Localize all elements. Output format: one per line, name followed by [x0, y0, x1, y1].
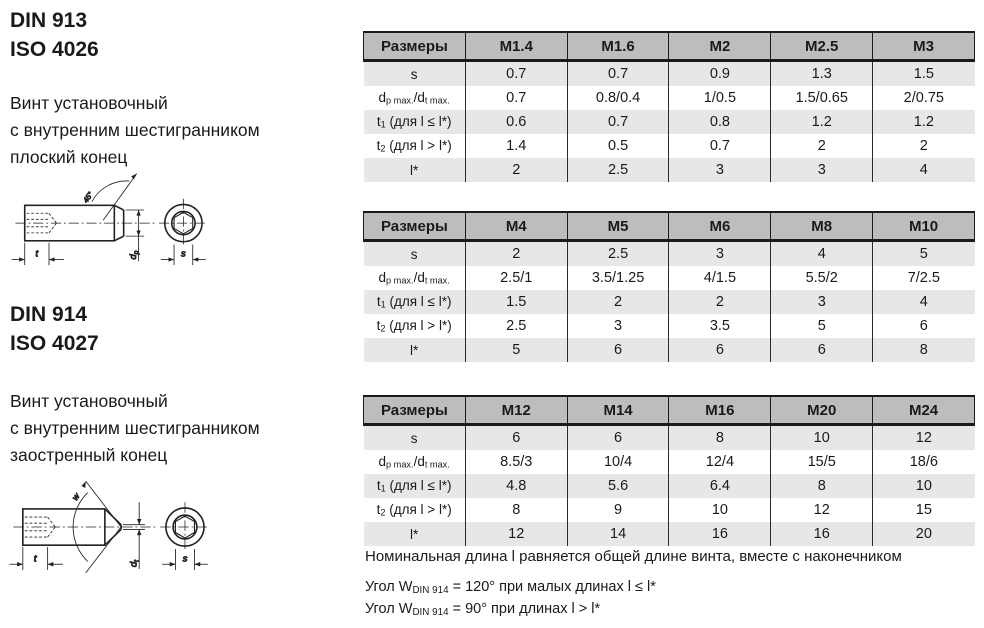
dimension-value: 12 — [771, 498, 873, 522]
dimension-value: 2.5 — [567, 241, 669, 267]
dimension-value: 0.9 — [669, 61, 771, 87]
table-row — [364, 474, 975, 498]
size-column-header: M24 — [873, 396, 975, 425]
row-label: s — [364, 61, 466, 87]
dimension-value: 0.8 — [669, 110, 771, 134]
size-column-header: M2.5 — [771, 32, 873, 61]
table-header-row — [364, 396, 975, 425]
iso-number: ISO 4026 — [10, 38, 99, 61]
dimension-value: 8 — [873, 338, 975, 362]
row-label: s — [364, 425, 466, 451]
dimension-value: 8 — [771, 474, 873, 498]
dimension-value: 0.6 — [465, 110, 567, 134]
size-column-header: M3 — [873, 32, 975, 61]
description-line: Винт установочный — [10, 391, 168, 411]
dimension-value: 12/4 — [669, 450, 771, 474]
note-angle-90: Угол WDIN 914 = 90° при длинах l > l* — [365, 601, 601, 618]
size-column-header: M5 — [567, 212, 669, 241]
table-row — [364, 498, 975, 522]
size-column-header: M1.4 — [465, 32, 567, 61]
chamfer-angle-label: 45° — [81, 190, 95, 205]
row-label: s — [364, 241, 466, 267]
dimension-value: 6 — [669, 338, 771, 362]
dimension-value: 9 — [567, 498, 669, 522]
row-label: t1 (для l ≤ l*) — [364, 290, 466, 314]
dimension-value: 15/5 — [771, 450, 873, 474]
din914-technical-drawing — [6, 466, 218, 590]
size-column-header: M2 — [669, 32, 771, 61]
dimension-value: 1.3 — [771, 61, 873, 87]
sizes-header-cell: Размеры — [364, 396, 466, 425]
table-row — [364, 61, 975, 87]
sizes-header-cell: Размеры — [364, 212, 466, 241]
dimension-value: 5 — [873, 241, 975, 267]
dimension-value: 1.5/0.65 — [771, 86, 873, 110]
dimension-value: 8.5/3 — [465, 450, 567, 474]
row-label: t2 (для l > l*) — [364, 314, 466, 338]
table-header-row — [364, 212, 975, 241]
dimension-value: 6.4 — [669, 474, 771, 498]
dimension-value: 0.7 — [465, 61, 567, 87]
row-label: t1 (для l ≤ l*) — [364, 474, 466, 498]
row-label: dp max./dt max. — [364, 450, 466, 474]
table-row — [364, 266, 975, 290]
row-label: dp max./dt max. — [364, 266, 466, 290]
dimension-value: 2 — [771, 134, 873, 158]
description-line: с внутренним шестигранником — [10, 418, 260, 438]
size-column-header: M4 — [465, 212, 567, 241]
description-line: Винт установочный — [10, 93, 168, 113]
row-label: l* — [364, 158, 466, 182]
size-column-header: M1.6 — [567, 32, 669, 61]
description-din914 — [10, 388, 260, 469]
dimension-value: 14 — [567, 522, 669, 546]
dimension-value: 3 — [771, 158, 873, 182]
dimension-value: 1.5 — [465, 290, 567, 314]
dimension-value: 12 — [873, 425, 975, 451]
dimensions-table-m4-m10 — [363, 211, 975, 362]
dimension-value: 0.5 — [567, 134, 669, 158]
dimension-value: 2 — [567, 290, 669, 314]
dimension-value: 8 — [465, 498, 567, 522]
note-nominal-length: Номинальная длина l равняется общей длине винта, вместе с наконечником — [365, 548, 902, 565]
size-column-header: M10 — [873, 212, 975, 241]
table-row — [364, 158, 975, 182]
dimension-value: 3 — [669, 158, 771, 182]
table-row — [364, 450, 975, 474]
size-column-header: M14 — [567, 396, 669, 425]
dimension-value: 5.6 — [567, 474, 669, 498]
row-label: l* — [364, 338, 466, 362]
dimension-value: 2 — [465, 241, 567, 267]
dimension-value: 6 — [873, 314, 975, 338]
row-label: t1 (для l ≤ l*) — [364, 110, 466, 134]
dimension-value: 8 — [669, 425, 771, 451]
dimension-value: 3.5 — [669, 314, 771, 338]
din913-technical-drawing — [6, 168, 218, 280]
dimension-value: 16 — [669, 522, 771, 546]
size-column-header: M20 — [771, 396, 873, 425]
dimension-value: 1.4 — [465, 134, 567, 158]
dimension-value: 3 — [567, 314, 669, 338]
dimension-value: 5 — [771, 314, 873, 338]
table-row — [364, 110, 975, 134]
cone-tip-diameter-label: $d_t$ — [128, 559, 141, 568]
dimension-value: 2.5 — [567, 158, 669, 182]
table-row — [364, 86, 975, 110]
table-row — [364, 241, 975, 267]
description-line: с внутренним шестигранником — [10, 120, 260, 140]
dimension-value: 10 — [669, 498, 771, 522]
flat-point-diameter-label: $d_p$ — [127, 250, 140, 260]
table-row — [364, 338, 975, 362]
dimension-value: 2 — [669, 290, 771, 314]
description-din913 — [10, 90, 260, 171]
dimension-value: 20 — [873, 522, 975, 546]
dimension-value: 2/0.75 — [873, 86, 975, 110]
dimension-value: 5 — [465, 338, 567, 362]
dimension-value: 5.5/2 — [771, 266, 873, 290]
standard-title-din913 — [10, 6, 99, 64]
dimension-value: 6 — [465, 425, 567, 451]
dimension-value: 3 — [669, 241, 771, 267]
table-row — [364, 522, 975, 546]
hex-socket-size-label: s — [182, 553, 188, 565]
din-number: DIN 913 — [10, 9, 88, 32]
din-number: DIN 914 — [10, 303, 88, 326]
dimension-value: 16 — [771, 522, 873, 546]
dimension-value: 1.2 — [873, 110, 975, 134]
hex-socket-size-label: s — [181, 248, 186, 259]
row-label: t2 (для l > l*) — [364, 134, 466, 158]
dimension-value: 1.2 — [771, 110, 873, 134]
dimension-value: 2 — [465, 158, 567, 182]
table-row — [364, 425, 975, 451]
socket-depth-label: t — [35, 248, 39, 259]
size-column-header: M6 — [669, 212, 771, 241]
dimension-value: 4 — [873, 158, 975, 182]
table-row — [364, 290, 975, 314]
size-column-header: M12 — [465, 396, 567, 425]
dimensions-table-m1.4-m3 — [363, 31, 975, 182]
dimension-value: 7/2.5 — [873, 266, 975, 290]
dimension-value: 10/4 — [567, 450, 669, 474]
dimension-value: 0.7 — [669, 134, 771, 158]
table-header-row — [364, 32, 975, 61]
dimension-value: 0.7 — [567, 61, 669, 87]
size-column-header: M16 — [669, 396, 771, 425]
sizes-header-cell: Размеры — [364, 32, 466, 61]
cone-angle-label: w — [69, 491, 82, 503]
dimension-value: 18/6 — [873, 450, 975, 474]
dimension-value: 4.8 — [465, 474, 567, 498]
dimension-value: 4 — [873, 290, 975, 314]
dimension-value: 0.8/0.4 — [567, 86, 669, 110]
dimension-value: 6 — [567, 425, 669, 451]
dimension-value: 2.5/1 — [465, 266, 567, 290]
dimension-value: 6 — [567, 338, 669, 362]
dimension-value: 0.7 — [567, 110, 669, 134]
dimension-value: 2 — [873, 134, 975, 158]
description-line: заостренный конец — [10, 445, 168, 465]
dimension-value: 3.5/1.25 — [567, 266, 669, 290]
note-angle-120: Угол WDIN 914 = 120° при малых длинах l ≤ l* — [365, 579, 656, 596]
row-label: dp max./dt max. — [364, 86, 466, 110]
dimension-value: 10 — [873, 474, 975, 498]
dimension-value: 0.7 — [465, 86, 567, 110]
dimension-value: 15 — [873, 498, 975, 522]
dimensions-table-m12-m24 — [363, 395, 975, 546]
dimension-value: 2.5 — [465, 314, 567, 338]
table-row — [364, 314, 975, 338]
row-label: t2 (для l > l*) — [364, 498, 466, 522]
iso-number: ISO 4027 — [10, 332, 99, 355]
dimension-value: 12 — [465, 522, 567, 546]
table-row — [364, 134, 975, 158]
row-label: l* — [364, 522, 466, 546]
dimension-value: 10 — [771, 425, 873, 451]
dimension-value: 1/0.5 — [669, 86, 771, 110]
description-line: плоский конец — [10, 147, 128, 167]
dimension-value: 3 — [771, 290, 873, 314]
dimension-value: 1.5 — [873, 61, 975, 87]
standard-title-din914 — [10, 300, 99, 358]
size-column-header: M8 — [771, 212, 873, 241]
dimension-value: 4 — [771, 241, 873, 267]
dimension-value: 6 — [771, 338, 873, 362]
socket-depth-label: t — [33, 553, 37, 565]
dimension-value: 4/1.5 — [669, 266, 771, 290]
